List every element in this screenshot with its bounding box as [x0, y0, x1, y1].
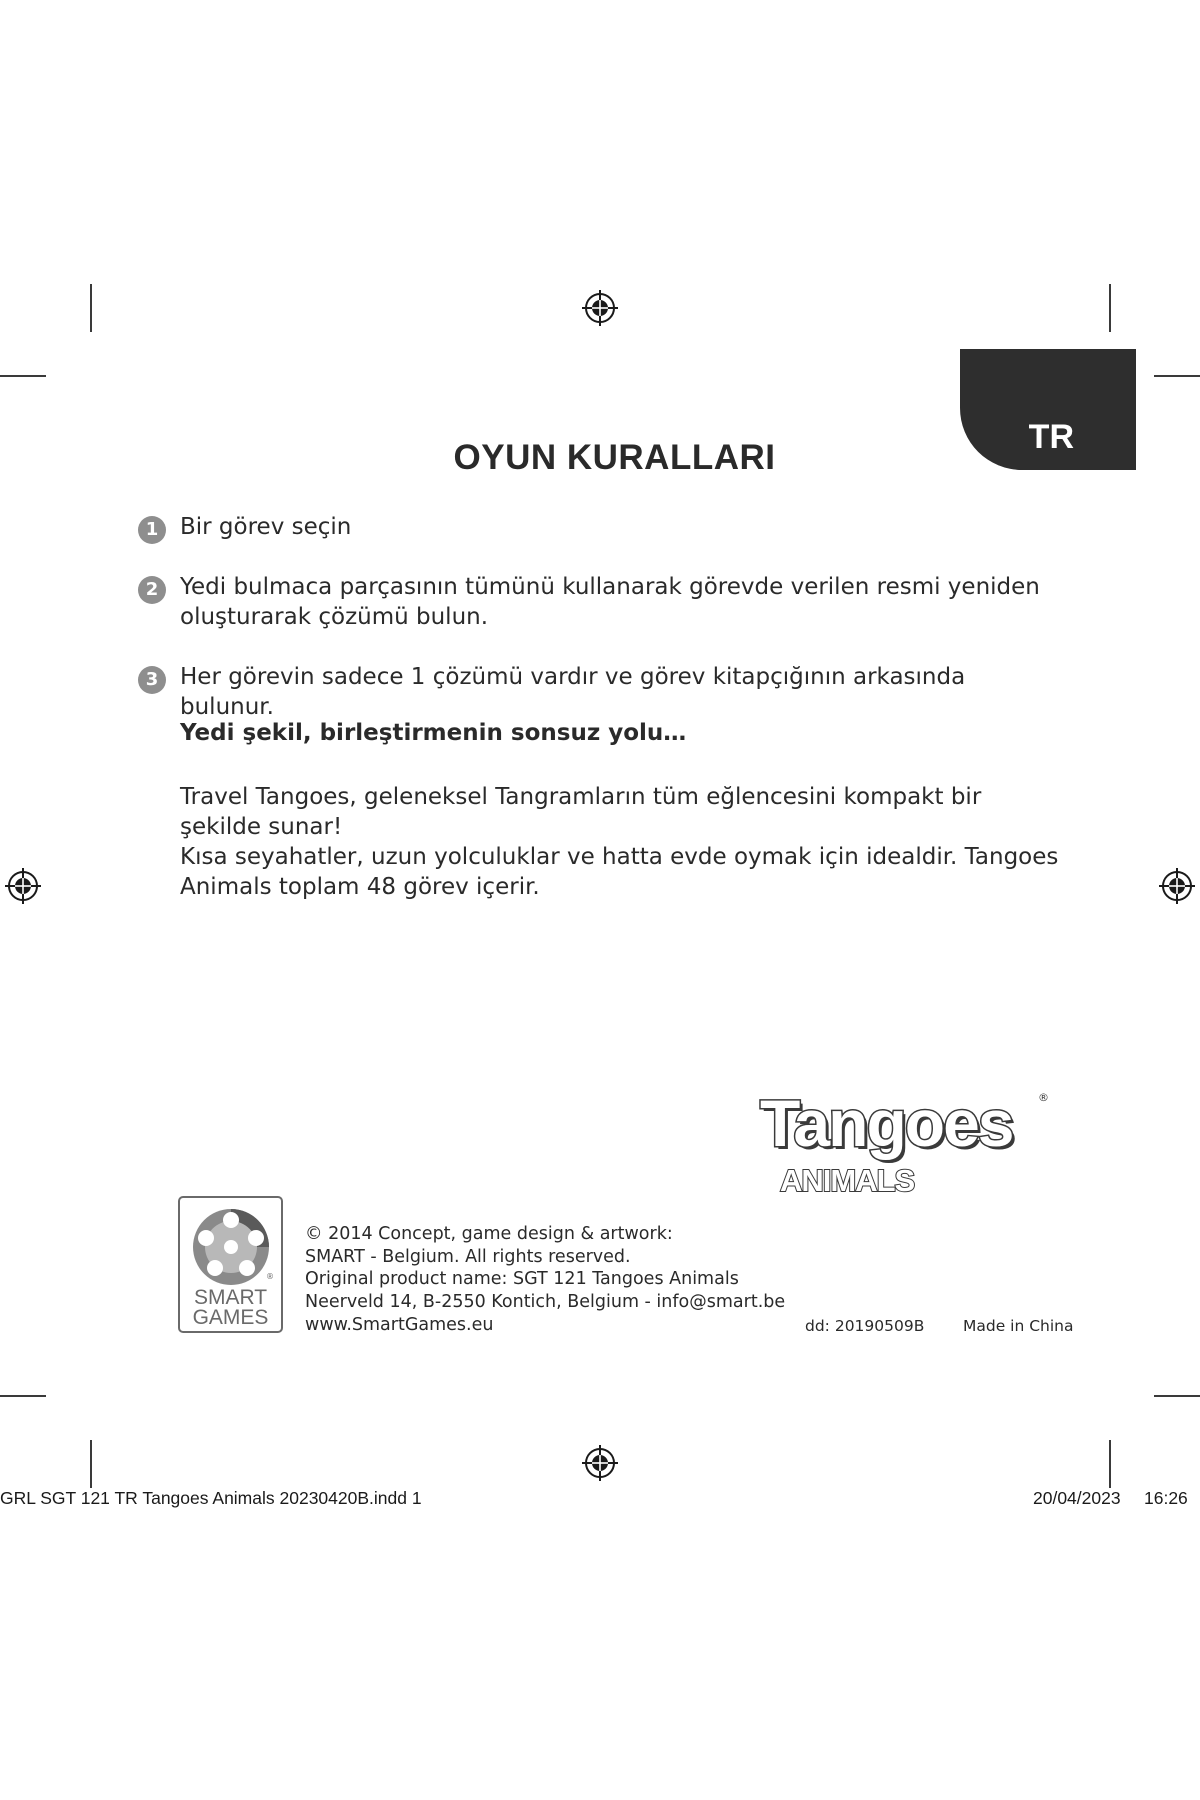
- intro-paragraph: Travel Tangoes, geleneksel Tangramların tüm eğlencesini kompakt bir şekilde sunar!: [180, 784, 982, 840]
- smartgames-logo: [178, 1196, 283, 1333]
- rule-text: Her görevin sadece 1 çözümü vardır ve görev kitapçığının arkasında bulunur.: [180, 664, 966, 720]
- tangoes-animals-logo: [760, 1085, 1060, 1205]
- smartgames-word-smart: SMART: [193, 1286, 268, 1309]
- crop-mark: [90, 1440, 92, 1488]
- print-slug-file: GRL SGT 121 TR Tangoes Animals 20230420B.indd 1: [0, 1488, 422, 1508]
- copyright-line: SMART - Belgium. All rights reserved.: [305, 1246, 631, 1267]
- registration-mark-icon: [580, 288, 620, 328]
- copyright-block: [305, 1223, 786, 1337]
- copyright-line: © 2014 Concept, game design & artwork:: [305, 1224, 673, 1244]
- smartgames-word-games: GAMES: [192, 1306, 269, 1329]
- crop-mark: [0, 1395, 46, 1397]
- page-title: OYUN KURALLARI: [453, 438, 776, 477]
- dd-code: dd: 20190509B: [805, 1317, 925, 1335]
- language-label: TR: [1028, 418, 1074, 456]
- print-slug-date: 20/04/2023: [1033, 1488, 1121, 1508]
- description-paragraph: Kısa seyahatler, uzun yolculuklar ve hatta evde oymak için idealdir. Tangoes Animals toplam 48 görev içerir.: [180, 844, 1059, 900]
- rule-text: Yedi bulmaca parçasının tümünü kullanarak görevde verilen resmi yeniden oluşturarak çözümü bulun.: [180, 574, 1040, 630]
- smartgames-emblem-icon: [190, 1206, 272, 1288]
- rule-number-badge: 2: [138, 576, 166, 604]
- crop-mark: [1109, 1440, 1111, 1488]
- rule-text: Bir görev seçin: [180, 514, 352, 540]
- copyright-line: Original product name: SGT 121 Tangoes Animals: [305, 1269, 739, 1290]
- registration-mark-icon: [1157, 866, 1197, 906]
- crop-mark: [1154, 1395, 1200, 1397]
- crop-mark: [90, 284, 92, 332]
- logo-registered-mark: ®: [1038, 1091, 1049, 1104]
- crop-mark: [1109, 284, 1111, 332]
- tagline: Yedi şekil, birleştirmenin sonsuz yolu…: [180, 720, 687, 746]
- registration-mark-icon: [3, 866, 43, 906]
- logo-brand-name: Tangoes: [760, 1086, 1013, 1160]
- print-slug-time: 16:26: [1144, 1488, 1188, 1508]
- copyright-line: Neerveld 14, B-2550 Kontich, Belgium - info@smart.be: [305, 1292, 786, 1313]
- origin-label: Made in China: [963, 1317, 1074, 1335]
- crop-mark: [1154, 375, 1200, 377]
- logo-subtitle: ANIMALS: [780, 1163, 915, 1198]
- crop-mark: [0, 375, 46, 377]
- smartgames-registered-mark: ®: [266, 1272, 274, 1281]
- rule-number-badge: 3: [138, 666, 166, 694]
- registration-mark-icon: [580, 1443, 620, 1483]
- website-link[interactable]: www.SmartGames.eu: [305, 1314, 494, 1335]
- rule-number-badge: 1: [138, 516, 166, 544]
